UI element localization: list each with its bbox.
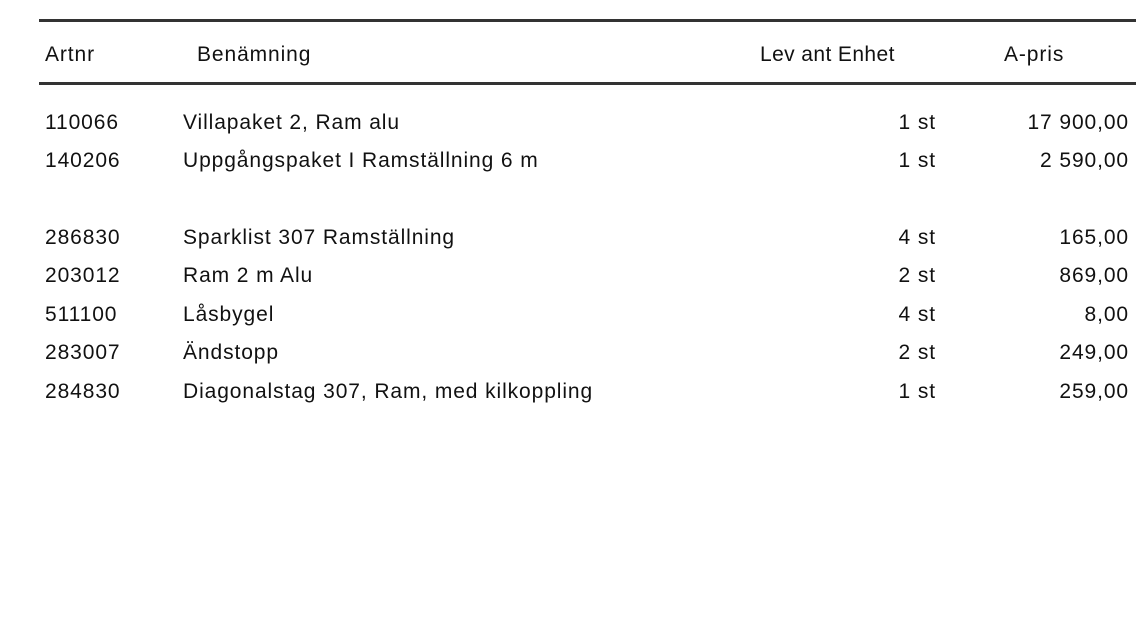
cell-qty: 4 st [898, 303, 936, 326]
table-row [0, 379, 1136, 405]
cell-artnr: 283007 [45, 341, 121, 364]
cell-name: Diagonalstag 307, Ram, med kilkoppling [183, 380, 594, 403]
table-row [0, 110, 1136, 136]
cell-name: Ändstopp [183, 341, 279, 364]
table-row [0, 225, 1136, 251]
cell-artnr: 140206 [45, 149, 121, 172]
cell-qty: 2 st [898, 264, 936, 287]
cell-artnr: 511100 [45, 303, 118, 326]
cell-name: Villapaket 2, Ram alu [183, 111, 400, 134]
cell-price: 8,00 [1084, 303, 1129, 326]
table-header-rule [39, 82, 1136, 85]
cell-qty: 1 st [898, 149, 936, 172]
cell-artnr: 284830 [45, 380, 121, 403]
table-top-rule [39, 19, 1136, 22]
cell-artnr: 203012 [45, 264, 121, 287]
cell-qty: 1 st [898, 111, 936, 134]
cell-price: 869,00 [1059, 264, 1129, 287]
table-row [0, 263, 1136, 289]
cell-qty: 4 st [898, 226, 936, 249]
header-artnr: Artnr [45, 43, 96, 66]
cell-price: 259,00 [1059, 380, 1129, 403]
cell-name: Låsbygel [183, 303, 275, 326]
header-price: A-pris [1004, 43, 1065, 66]
cell-price: 165,00 [1059, 226, 1129, 249]
cell-qty: 1 st [898, 380, 936, 403]
table-row [0, 302, 1136, 328]
cell-artnr: 286830 [45, 226, 121, 249]
cell-name: Sparklist 307 Ramställning [183, 226, 456, 249]
cell-artnr: 110066 [45, 111, 119, 134]
table-row [0, 148, 1136, 174]
header-name: Benämning [197, 43, 312, 66]
table-row [0, 340, 1136, 366]
cell-price: 17 900,00 [1027, 111, 1129, 134]
cell-qty: 2 st [898, 341, 936, 364]
header-qty-unit: Lev ant Enhet [760, 43, 895, 66]
cell-price: 2 590,00 [1040, 149, 1129, 172]
cell-name: Uppgångspaket I Ramställning 6 m [183, 149, 539, 172]
cell-price: 249,00 [1059, 341, 1129, 364]
cell-name: Ram 2 m Alu [183, 264, 314, 287]
